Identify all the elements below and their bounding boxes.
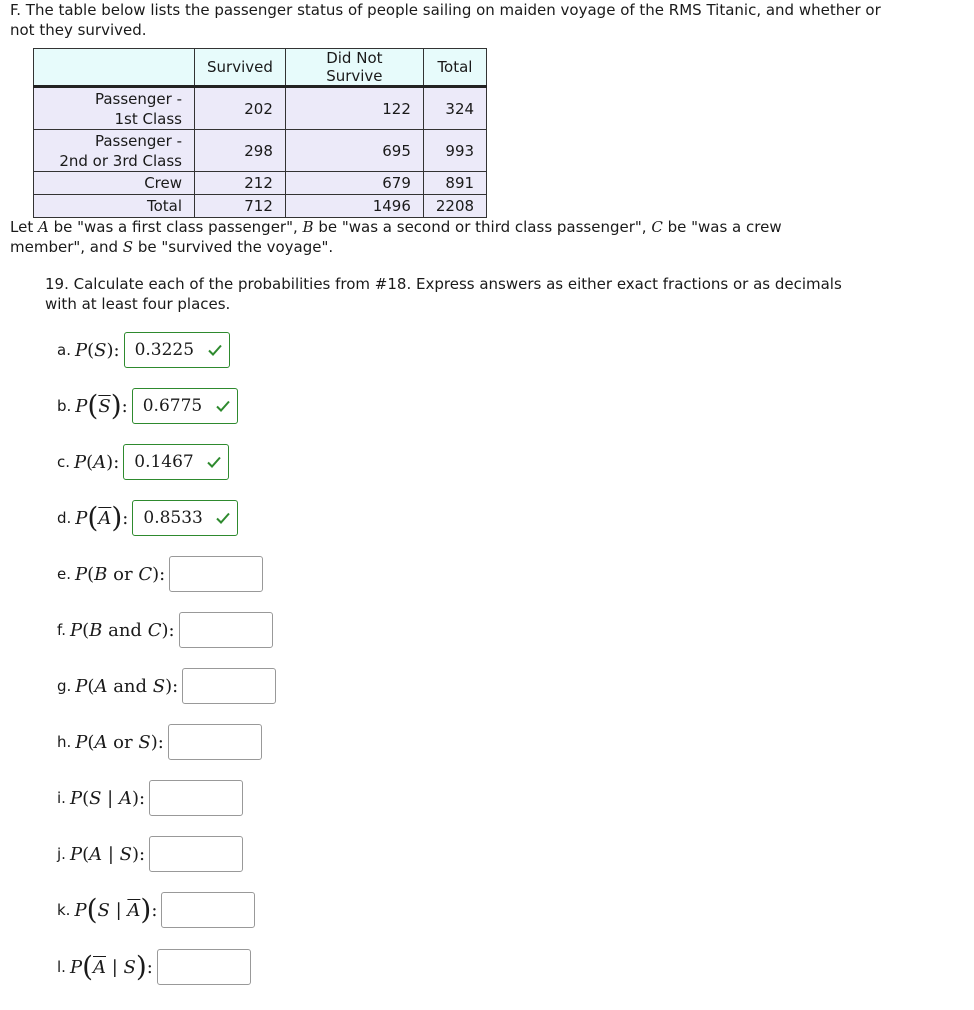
- cell-survived: 298: [195, 130, 286, 172]
- part-c: [57, 444, 229, 480]
- part-g: [57, 668, 276, 704]
- expression: P(A):: [74, 451, 120, 473]
- header-survived: Survived: [195, 49, 286, 87]
- header-not-survived: Did Not Survive: [285, 49, 423, 87]
- answer-input-i[interactable]: [149, 780, 243, 816]
- answer-input-a[interactable]: 0.3225: [124, 332, 230, 368]
- row-label: Crew: [34, 172, 195, 195]
- part-a: [57, 332, 230, 368]
- answer-input-d[interactable]: 0.8533: [132, 500, 238, 536]
- table-row: [34, 172, 487, 195]
- titanic-table: [33, 48, 487, 218]
- part-f: [57, 612, 273, 648]
- cell-survived: 712: [195, 195, 286, 218]
- intro-text: The table below lists the passenger status of people sailing on maiden voyage of the RMS Titanic, and whether or not they survived.: [10, 1, 881, 39]
- cell-survived: 212: [195, 172, 286, 195]
- check-icon: [206, 454, 222, 470]
- header-total: Total: [423, 49, 486, 87]
- expression: P(A or S):: [75, 731, 164, 753]
- part-label: b.: [57, 397, 72, 415]
- row-label: Total: [34, 195, 195, 218]
- part-label: k.: [57, 901, 71, 919]
- part-l: [57, 949, 251, 985]
- answer-input-g[interactable]: [182, 668, 276, 704]
- part-label: a.: [57, 341, 71, 359]
- answer-input-b[interactable]: 0.6775: [132, 388, 238, 424]
- part-i: [57, 780, 243, 816]
- table-row: [34, 87, 487, 130]
- cell-total: 324: [423, 87, 486, 130]
- part-e: [57, 556, 263, 592]
- part-label: c.: [57, 453, 71, 471]
- problem-intro: [10, 0, 910, 40]
- cell-survived: 202: [195, 87, 286, 130]
- part-label: e.: [57, 565, 71, 583]
- part-label: l.: [57, 958, 66, 976]
- cell-not-survived: 679: [285, 172, 423, 195]
- part-label: f.: [57, 621, 66, 639]
- expression: P(A and S):: [75, 675, 179, 697]
- check-icon: [207, 342, 223, 358]
- part-label: h.: [57, 733, 72, 751]
- expression: $P(\overline{A})$:: [75, 501, 129, 534]
- answer-input-f[interactable]: [179, 612, 273, 648]
- part-b: [57, 388, 238, 424]
- cell-not-survived: 1496: [285, 195, 423, 218]
- section-label: F.: [10, 1, 21, 19]
- cell-total: 2208: [423, 195, 486, 218]
- expression: P(B and C):: [69, 619, 175, 641]
- check-icon: [215, 510, 231, 526]
- answer-input-l[interactable]: [157, 949, 251, 985]
- answer-input-e[interactable]: [169, 556, 263, 592]
- cell-total: 993: [423, 130, 486, 172]
- expression: $P(\overline{S})$:: [75, 389, 128, 422]
- answer-input-c[interactable]: 0.1467: [123, 444, 229, 480]
- answer-input-h[interactable]: [168, 724, 262, 760]
- part-j: [57, 836, 243, 872]
- question-text: 19. Calculate each of the probabilities from #18. Express answers as either exact fractions or as decimals with at least four places.: [45, 275, 842, 313]
- expression: P(B or C):: [75, 563, 166, 585]
- part-label: j.: [57, 845, 66, 863]
- cell-not-survived: 695: [285, 130, 423, 172]
- row-label: Passenger - 2nd or 3rd Class: [34, 130, 195, 172]
- event-definitions: Let A be "was a first class passenger", B be "was a second or third class passenger", C be "was a crew member", and S be "survived the voyage".: [10, 218, 782, 256]
- table-corner: [34, 49, 195, 87]
- expression: P(S | $\overline{A}$):: [74, 893, 158, 926]
- part-label: g.: [57, 677, 72, 695]
- expression: P(S):: [74, 339, 120, 361]
- cell-not-survived: 122: [285, 87, 423, 130]
- expression: P(S | A):: [69, 787, 146, 809]
- expression: P(A | S):: [69, 843, 146, 865]
- part-label: d.: [57, 509, 72, 527]
- part-label: i.: [57, 789, 66, 807]
- part-h: [57, 724, 262, 760]
- check-icon: [215, 398, 231, 414]
- table-row: [34, 130, 487, 172]
- answer-input-j[interactable]: [149, 836, 243, 872]
- part-k: [57, 892, 255, 928]
- answer-input-k[interactable]: [161, 892, 255, 928]
- table-row: [34, 195, 487, 218]
- cell-total: 891: [423, 172, 486, 195]
- row-label: Passenger - 1st Class: [34, 87, 195, 130]
- part-d: [57, 500, 238, 536]
- expression: $P(\overline{A}$ | S):: [69, 950, 153, 983]
